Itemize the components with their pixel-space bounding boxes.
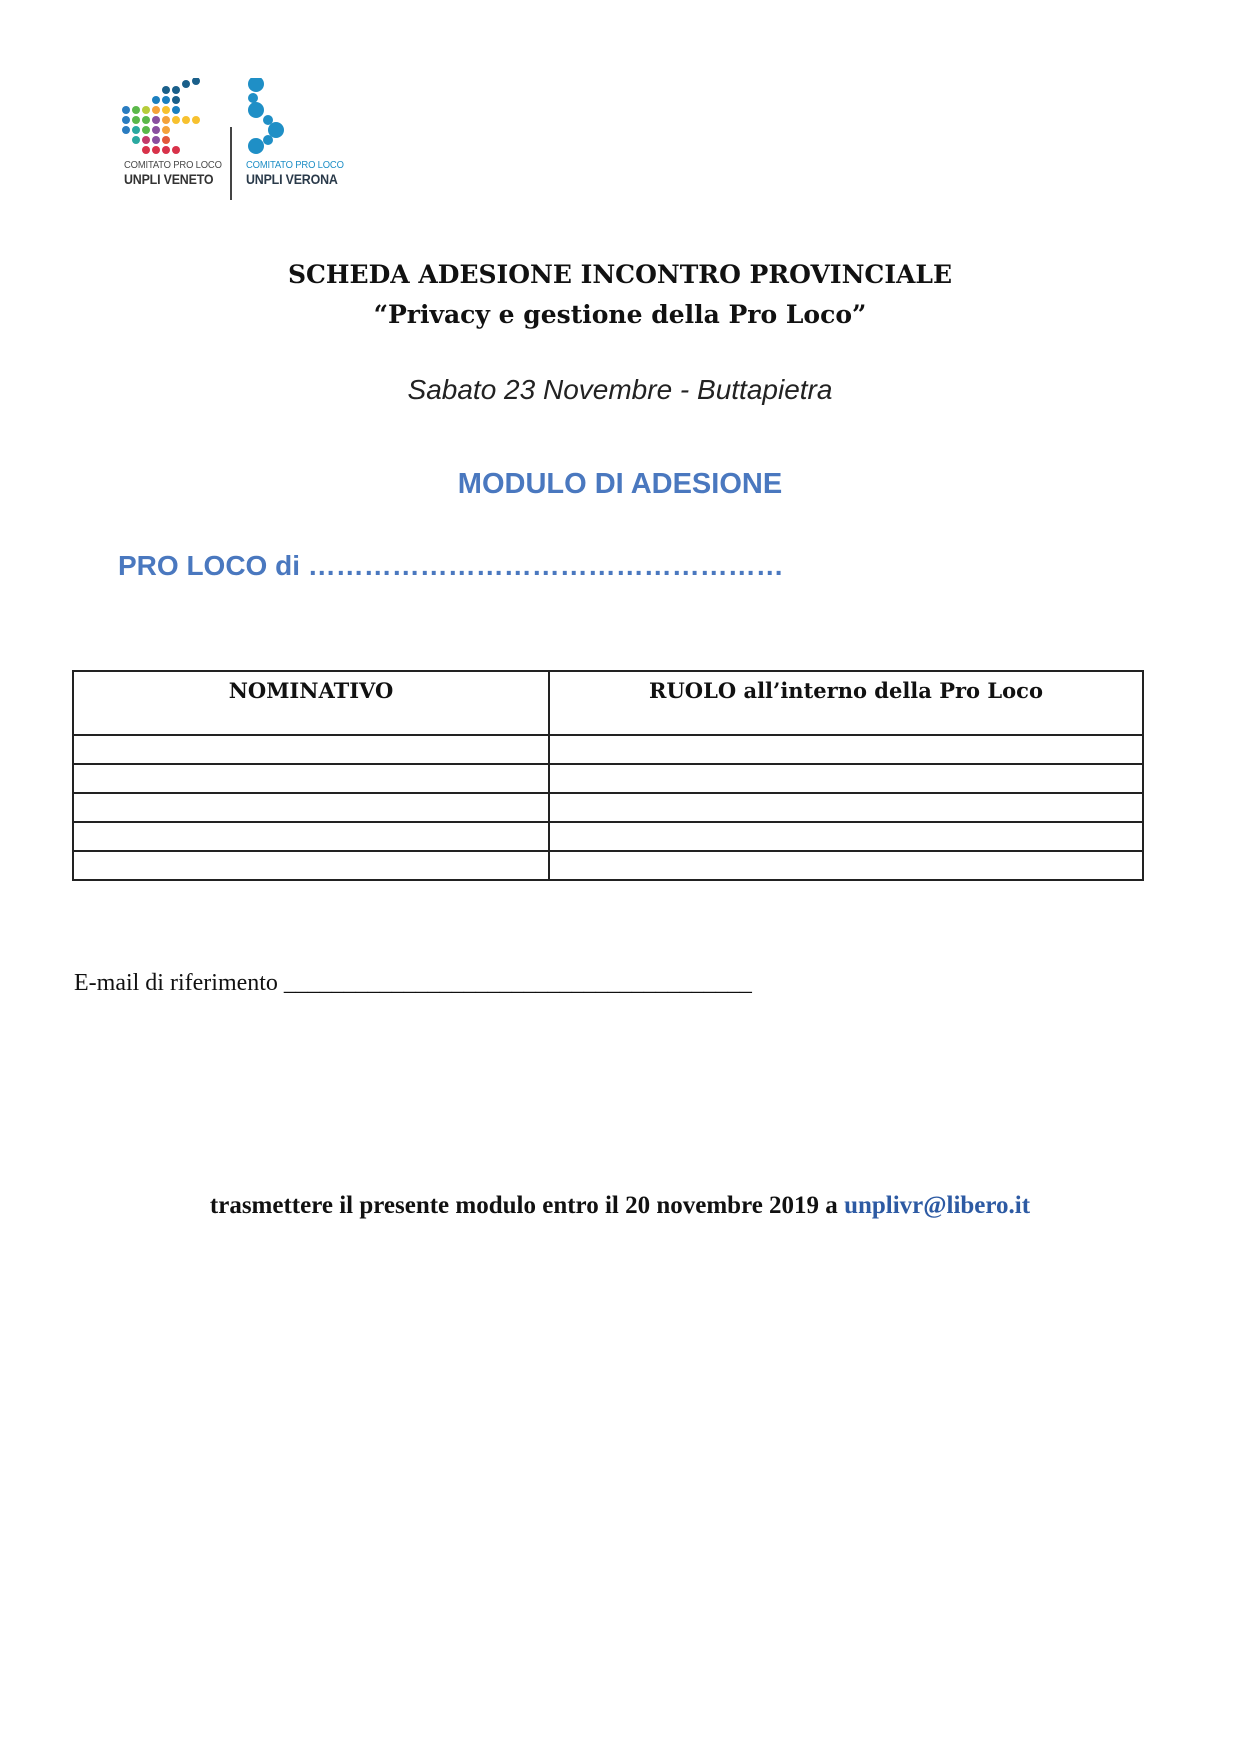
ruolo-cell[interactable]: [549, 793, 1143, 822]
nominativo-cell[interactable]: [73, 851, 549, 880]
table-row: [73, 851, 1143, 880]
nominativo-cell[interactable]: [73, 793, 549, 822]
table-row: [73, 822, 1143, 851]
nominativo-cell[interactable]: [73, 735, 549, 764]
logo-verona-line2: UNPLI VERONA: [246, 172, 338, 187]
pro-loco-field[interactable]: PRO LOCO di ……………………………………………: [118, 550, 784, 581]
ruolo-cell[interactable]: [549, 764, 1143, 793]
table-row: [73, 735, 1143, 764]
footer-text: trasmettere il presente modulo entro il 20 novembre 2019 a: [209, 1192, 845, 1219]
ruolo-cell[interactable]: [549, 822, 1143, 851]
form-heading: MODULO DI ADESIONE: [457, 468, 783, 500]
header-ruolo: RUOLO all’interno della Pro Loco: [549, 671, 1143, 735]
table-header-row: [73, 671, 1143, 735]
event-date-location: Sabato 23 Novembre - Buttapietra: [407, 374, 833, 405]
email-field[interactable]: E-mail di riferimento _______________________________________: [74, 970, 752, 996]
logo-veneto-line1: COMITATO PRO LOCO: [124, 159, 222, 171]
nominativo-cell[interactable]: [73, 764, 549, 793]
footer-instructions: [0, 1192, 1240, 1220]
participants-table: [72, 670, 1144, 881]
table-row: [73, 793, 1143, 822]
table-row: [73, 764, 1143, 793]
logo-veneto-line2: UNPLI VENETO: [124, 172, 214, 187]
logo-verona-line1: COMITATO PRO LOCO: [246, 159, 344, 171]
unpli-logo-graphic: [120, 78, 360, 208]
title-line1: SCHEDA ADESIONE INCONTRO PROVINCIALE: [287, 260, 953, 289]
nominativo-cell[interactable]: [73, 822, 549, 851]
header-nominativo: NOMINATIVO: [73, 671, 549, 735]
footer-email-link[interactable]: unplivr@libero.it: [844, 1192, 1031, 1219]
logo-divider: [230, 127, 232, 200]
document-title: [0, 255, 1240, 335]
ruolo-cell[interactable]: [549, 735, 1143, 764]
ruolo-cell[interactable]: [549, 851, 1143, 880]
title-line2: “Privacy e gestione della Pro Loco”: [373, 300, 867, 329]
logo: [120, 78, 360, 208]
